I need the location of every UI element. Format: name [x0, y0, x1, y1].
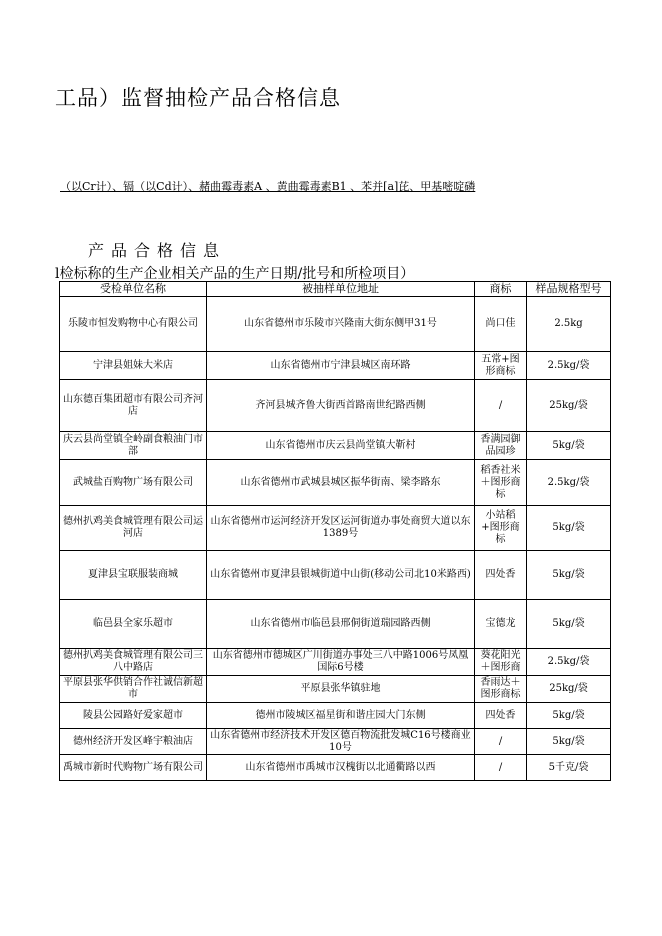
- header-spec: 样品规格型号: [527, 282, 611, 297]
- header-brand: 商标: [475, 282, 527, 297]
- table-row: [60, 729, 611, 755]
- cell-address: 德州市陵城区福星街和谐庄园大门东侧: [207, 703, 475, 729]
- cell-address: 山东省德州市德城区广川街道办事处三八中路1006号凤凰国际6号楼: [207, 649, 475, 676]
- cell-unit: 临邑县全家乐超市: [60, 600, 207, 649]
- cell-brand: 小站稻+图形商标: [475, 506, 527, 551]
- test-items-line: [60, 178, 662, 194]
- cell-brand: 葵花阳光＋图形商: [475, 649, 527, 676]
- cell-spec: 25kg/袋: [527, 380, 611, 432]
- table-row: [60, 676, 611, 703]
- cell-brand: /: [475, 729, 527, 755]
- cell-address: 山东省德州市禹城市汉槐街以北通衢路以西: [207, 755, 475, 781]
- cell-address: 山东省德州市乐陵市兴隆南大街东侧甲31号: [207, 297, 475, 352]
- cell-address: 山东省德州市临邑县邢侗街道瑞园路西侧: [207, 600, 475, 649]
- cell-spec: 5kg/袋: [527, 551, 611, 600]
- cell-unit: 庆云县尚堂镇全岭副食粮油门市部: [60, 432, 207, 460]
- cell-brand: /: [475, 380, 527, 432]
- cell-brand: 五常+图形商标: [475, 352, 527, 380]
- section-title: 产品合格信息: [88, 241, 227, 260]
- cell-brand: 四处香: [475, 703, 527, 729]
- cell-spec: 25kg/袋: [527, 676, 611, 703]
- cell-spec: 5千克/袋: [527, 755, 611, 781]
- cell-address: 平原县张华镇驻地: [207, 676, 475, 703]
- cell-spec: 2.5kg/袋: [527, 352, 611, 380]
- table-row: [60, 649, 611, 676]
- table-row: [60, 380, 611, 432]
- cell-address: 齐河县城齐鲁大街西首路南世纪路西侧: [207, 380, 475, 432]
- cell-brand: 四处香: [475, 551, 527, 600]
- cell-spec: 2.5kg/袋: [527, 460, 611, 506]
- table-note: l检标称的生产企业相关产品的生产日期/批号和所检项目）: [55, 266, 415, 282]
- table-row: [60, 703, 611, 729]
- cell-address: 山东省德州市宁津县城区南环路: [207, 352, 475, 380]
- cell-address: 山东省德州市夏津县银城街道中山街(移动公司北10米路西): [207, 551, 475, 600]
- cell-spec: 5kg/袋: [527, 600, 611, 649]
- table-row: [60, 551, 611, 600]
- cell-brand: 宝德龙: [475, 600, 527, 649]
- cell-brand: 香雨达＋图形商标: [475, 676, 527, 703]
- cell-unit: 禹城市新时代购物广场有限公司: [60, 755, 207, 781]
- cell-brand: 香满园御品园珍: [475, 432, 527, 460]
- cell-unit: 夏津县宝联服装商城: [60, 551, 207, 600]
- table-header-row: [60, 282, 611, 297]
- cell-unit: 乐陵市恒发购物中心有限公司: [60, 297, 207, 352]
- cell-unit: 山东德百集团超市有限公司齐河店: [60, 380, 207, 432]
- cell-address: 山东省德州市运河经济开发区运河街道办事处商贸大道以东1389号: [207, 506, 475, 551]
- table-row: [60, 297, 611, 352]
- qualified-products-table: [59, 281, 611, 781]
- table-row: [60, 460, 611, 506]
- cell-address: 山东省德州市经济技术开发区德百物流批发城C16号楼商业10号: [207, 729, 475, 755]
- cell-unit: 陵县公园路好爱家超市: [60, 703, 207, 729]
- cell-unit: 宁津县姐妹大米店: [60, 352, 207, 380]
- table-row: [60, 432, 611, 460]
- cell-spec: 5kg/袋: [527, 703, 611, 729]
- cell-address: 山东省德州市庆云县尚堂镇大靳村: [207, 432, 475, 460]
- cell-unit: 平原县张华供销合作社诚信新超市: [60, 676, 207, 703]
- table-row: [60, 600, 611, 649]
- cell-brand: /: [475, 755, 527, 781]
- cell-spec: 5kg/袋: [527, 432, 611, 460]
- table-row: [60, 506, 611, 551]
- cell-unit: 武城盐百购物广场有限公司: [60, 460, 207, 506]
- test-items-text: （以Cr计）、镉（以Cd计）、赭曲霉毒素A 、黄曲霉毒素B1 、苯并[a]芘、甲基嘧啶磷: [60, 180, 476, 193]
- cell-unit: 德州扒鸡美食城管理有限公司运河店: [60, 506, 207, 551]
- cell-address: 山东省德州市武城县城区振华街南、梁李路东: [207, 460, 475, 506]
- cell-unit: 德州经济开发区峰宇粮油店: [60, 729, 207, 755]
- header-address: 被抽样单位地址: [207, 282, 475, 297]
- cell-spec: 5kg/袋: [527, 506, 611, 551]
- cell-brand: 稻香社米＋图形商标: [475, 460, 527, 506]
- cell-spec: 5kg/袋: [527, 729, 611, 755]
- cell-brand: 尚口佳: [475, 297, 527, 352]
- page-title: 工品）监督抽检产品合格信息: [55, 86, 341, 110]
- cell-spec: 2.5kg: [527, 297, 611, 352]
- table-row: [60, 755, 611, 781]
- table-row: [60, 352, 611, 380]
- header-unit: 受检单位名称: [60, 282, 207, 297]
- cell-spec: 2.5kg/袋: [527, 649, 611, 676]
- cell-unit: 德州扒鸡美食城管理有限公司三八中路店: [60, 649, 207, 676]
